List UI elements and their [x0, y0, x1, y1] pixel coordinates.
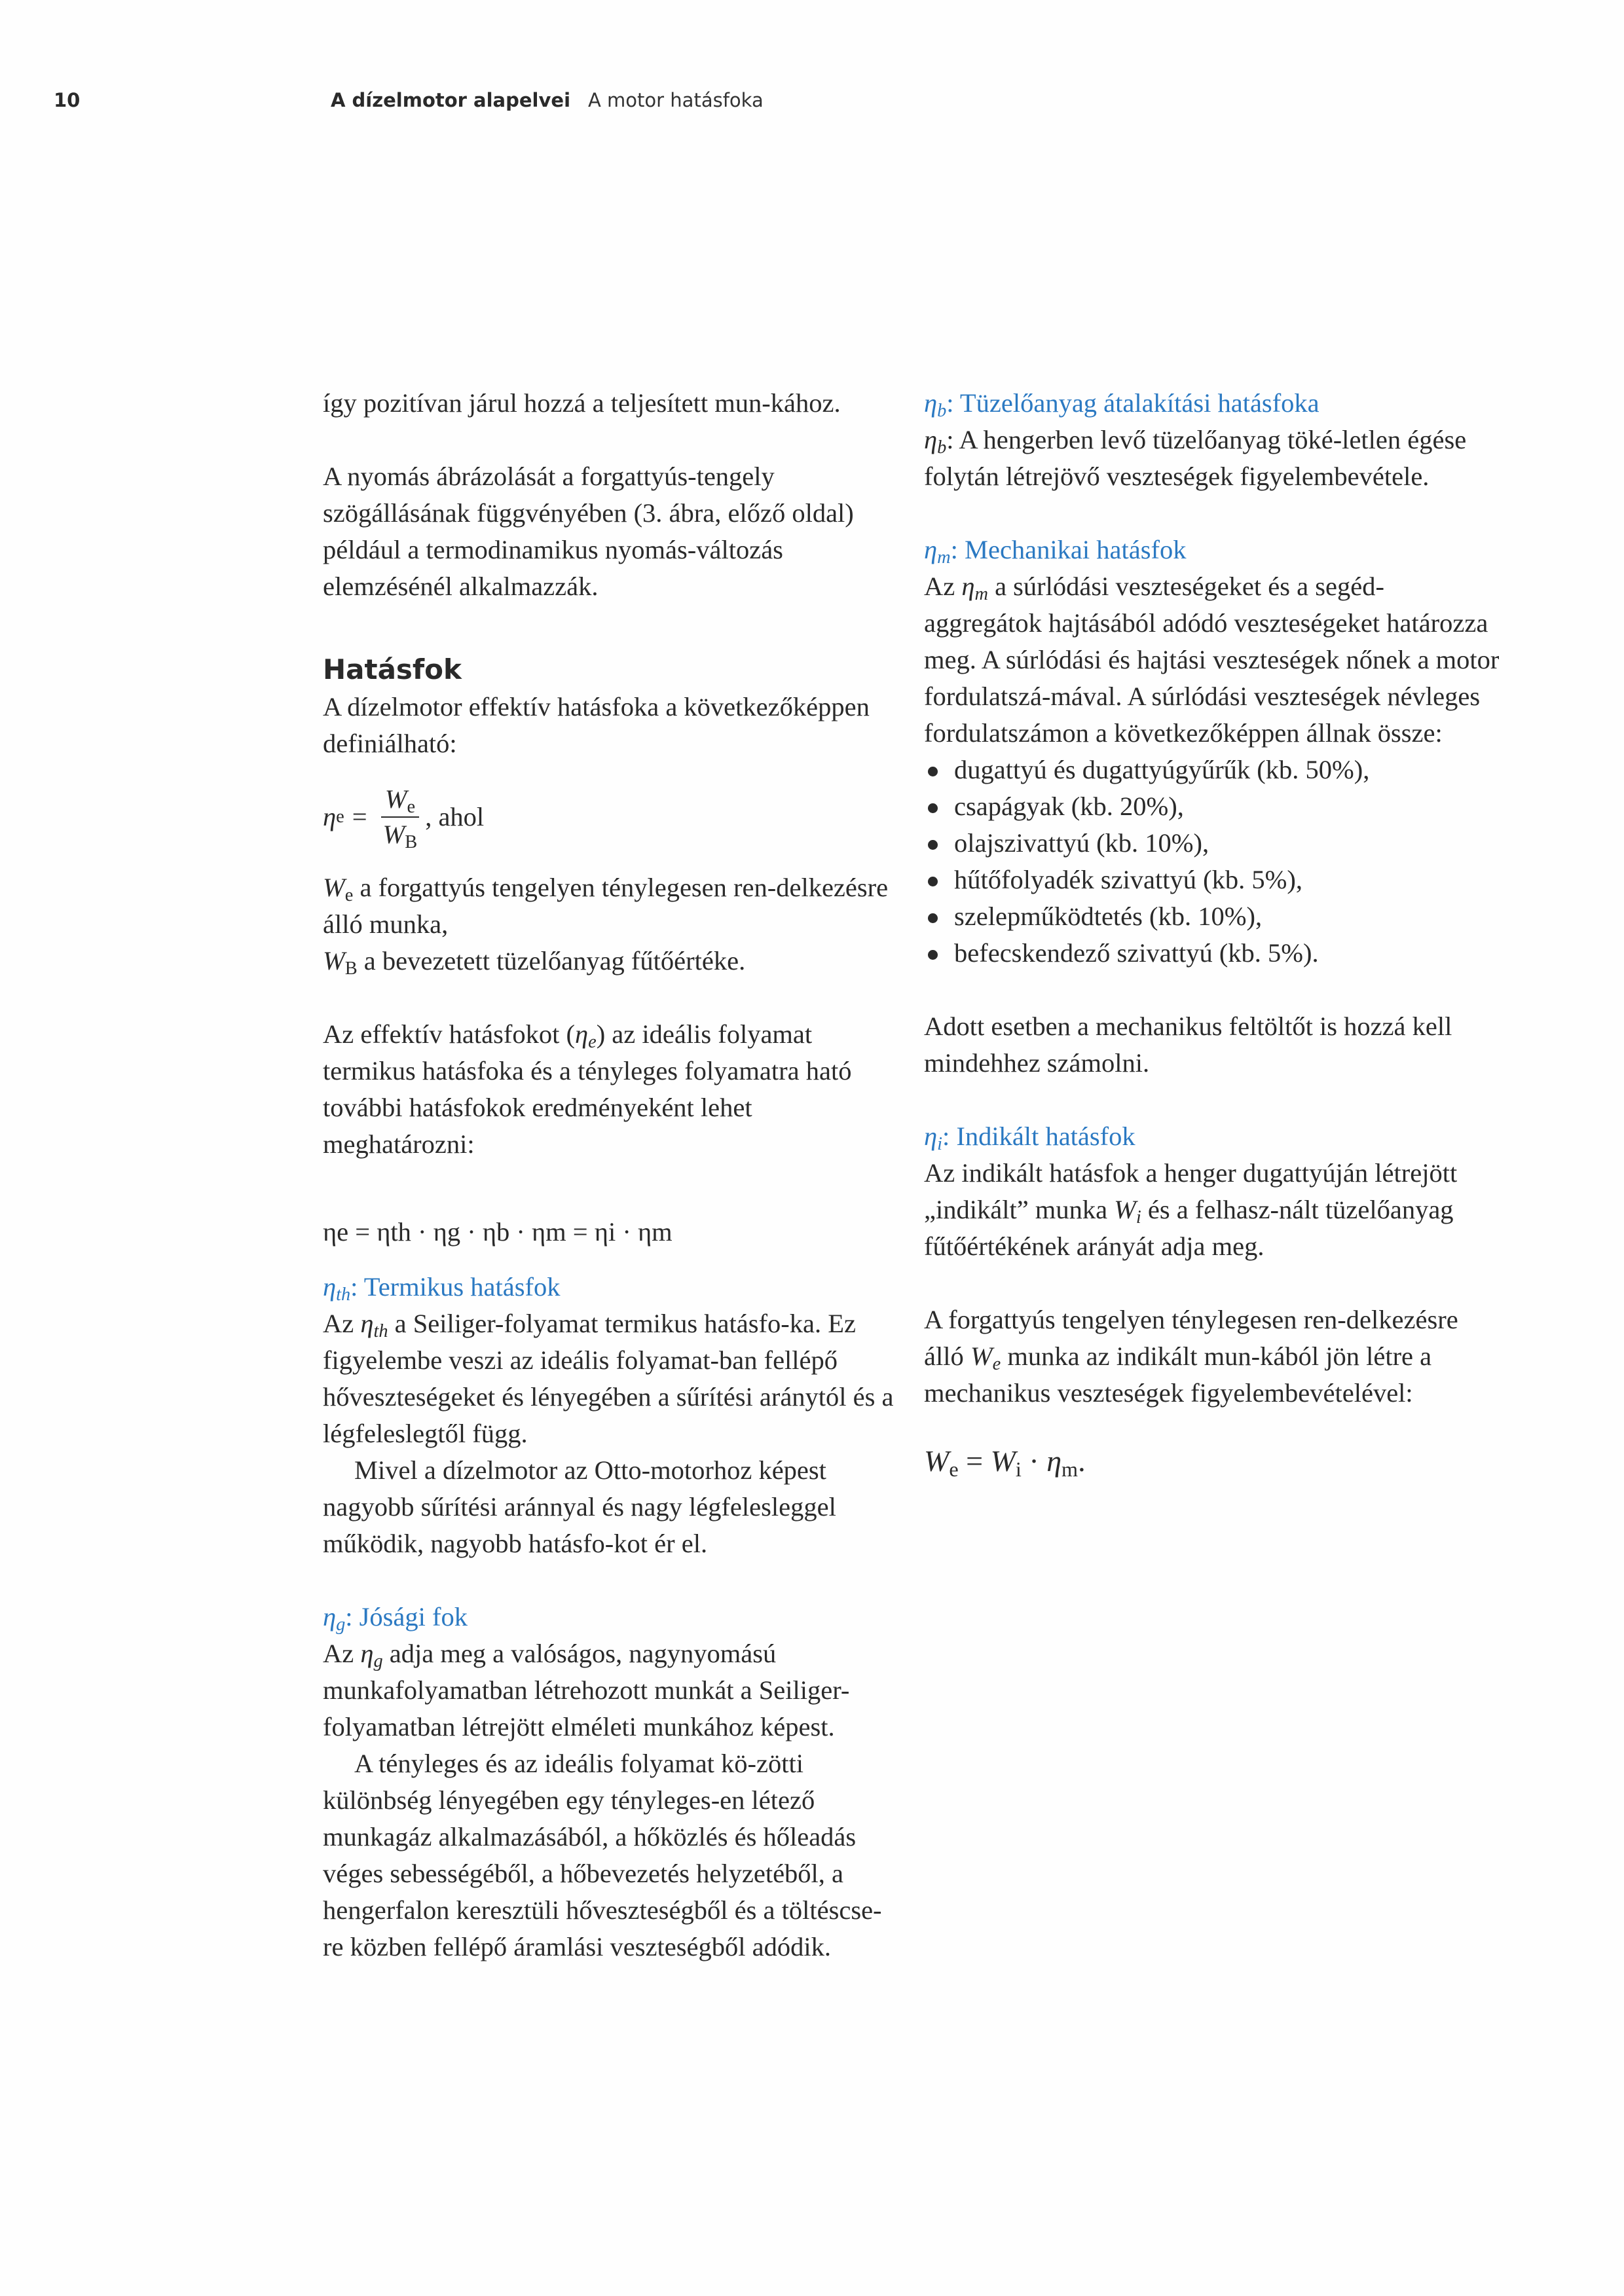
list-item: befecskendező szivattyú (kb. 5%). [924, 935, 1500, 972]
section-title: A motor hatásfoka [588, 89, 764, 111]
chapter-title: A dízelmotor alapelvei [331, 89, 571, 111]
list-item: csapágyak (kb. 20%), [924, 788, 1500, 825]
paragraph-pressure: A nyomás ábrázolását a forgattyús-tengely szögállásának függvényében (3. ábra, előző oldal) például a termodinamikus nyomás-változás elemzésénél alkalmazzák. [323, 462, 854, 601]
heading-fuel-conversion: $\eta_b$: Tüzelőanyag átalakítási hatásfoka [924, 388, 1320, 422]
paragraph-supercharger: Adott esetben a mechanikus feltöltőt is hozzá kell mindehhez számolni. [924, 1011, 1452, 1078]
paragraph-effective-work: A forgattyús tengelyen ténylegesen ren-delkezésre álló $W_e$ munka az indikált mun-kából jön létre a mechanikus veszteségek figyelembevételével: [924, 1305, 1458, 1408]
paragraph-thermal: Az $\eta_{th}$ a Seiliger-folyamat termikus hatásfo-ka. Ez figyelembe veszi az ideális folyamat-ban fellépő hőveszteségeket és lényegében a sűrítési aránytól és a légfeleslegtől függ. [323, 1309, 894, 1448]
section-heading-efficiency: Hatásfok [323, 653, 462, 685]
list-item: hűtőfolyadék szivattyú (kb. 5%), [924, 862, 1500, 898]
list-item: olajszivattyú (kb. 10%), [924, 825, 1500, 862]
heading-quality-factor: $\eta_g$: Jósági fok [323, 1602, 468, 1635]
page-number: 10 [54, 89, 81, 111]
paragraph-effective: Az effektív hatásfokot $(\eta_e)$ az ideális folyamat termikus hatásfoka és a tényleges folyamatra ható további hatásfokok eredményeként lehet meghatározni: [323, 1019, 852, 1159]
paragraph-definition: A dízelmotor effektív hatásfoka a következőképpen definiálható: [323, 692, 870, 758]
definition-wb: $W_B$ a bevezetett tüzelőanyag fűtőértéke. [323, 946, 746, 979]
paragraph-fuel-conversion: $\eta_b$: A hengerben levő tüzelőanyag töké-letlen égése folytán létrejövő veszteségek figyelembevétele. [924, 425, 1467, 491]
friction-loss-list [924, 752, 1500, 972]
fraction: $\frac{W_e}{W_B}$ [379, 782, 422, 852]
paragraph-quality: Az $\eta_g$ adja meg a valóságos, nagynyomású munkafolyamatban létrehozott munkát a Seiliger-folyamatban létrejött elméleti munkához képest. [323, 1639, 850, 1741]
heading-thermal-efficiency: $\eta_{th}$: Termikus hatásfok [323, 1272, 561, 1305]
right-column [924, 385, 1500, 1480]
paragraph-thermal-2: Mivel a dízelmotor az Otto-motorhoz képest nagyobb sűrítési aránnyal és nagy légfelesleggel működik, nagyobb hatásfo-kot ér el. [323, 1455, 836, 1558]
heading-mechanical: $\eta_m$: Mechanikai hatásfok [924, 535, 1187, 568]
eta-symbol: η [323, 802, 337, 831]
heading-indicated: $\eta_i$: Indikált hatásfok [924, 1121, 1135, 1155]
left-column [323, 385, 899, 1965]
paragraph-indicated: Az indikált hatásfok a henger dugattyúján létrejött „indikált” munka $W_i$ és a felhasz-nált tüzelőanyag fűtőértékének arányát adja meg. [924, 1158, 1458, 1261]
list-item: szelepműködtetés (kb. 10%), [924, 898, 1500, 935]
paragraph-quality-2: A tényleges és az ideális folyamat kö-zötti különbség lényegében egy tényleges-en létező munkagáz alkalmazásából, a hőközlés és hőleadás véges sebességéből, a hőbevezetés helyzetéből, a hengerfalon keresztüli hőveszteségből és a töltéscse-re közben fellépő áramlási veszteségből adódik. [323, 1749, 882, 1961]
list-item: dugattyú és dugattyúgyűrűk (kb. 50%), [924, 752, 1500, 788]
formula-effective-efficiency: η e = $\frac{W_e}{W_B}$ , ahol [323, 771, 899, 863]
formula-effective-work: $W_e = W_i \cdot \eta_m$. [924, 1444, 1086, 1482]
definition-we: $W_e$ a forgattyús tengelyen ténylegesen ren-delkezésre álló munka, [323, 873, 889, 939]
running-header [0, 89, 1624, 115]
paragraph-mechanical: Az $\eta_m$ a súrlódási veszteségeket és a segéd-aggregátok hajtásából adódó veszteségeket határozza meg. A súrlódási és hajtási veszteségek nőnek a motor fordulatszá-mával. A súrlódási veszteségek névleges fordulatszámon a következőképpen állnak össze: [924, 572, 1500, 748]
paragraph-continuation: így pozitívan járul hozzá a teljesített mun-kához. [323, 388, 841, 418]
formula-efficiency-chain: ηe = ηth · ηg · ηb · ηm = ηi · ηm [323, 1217, 673, 1247]
